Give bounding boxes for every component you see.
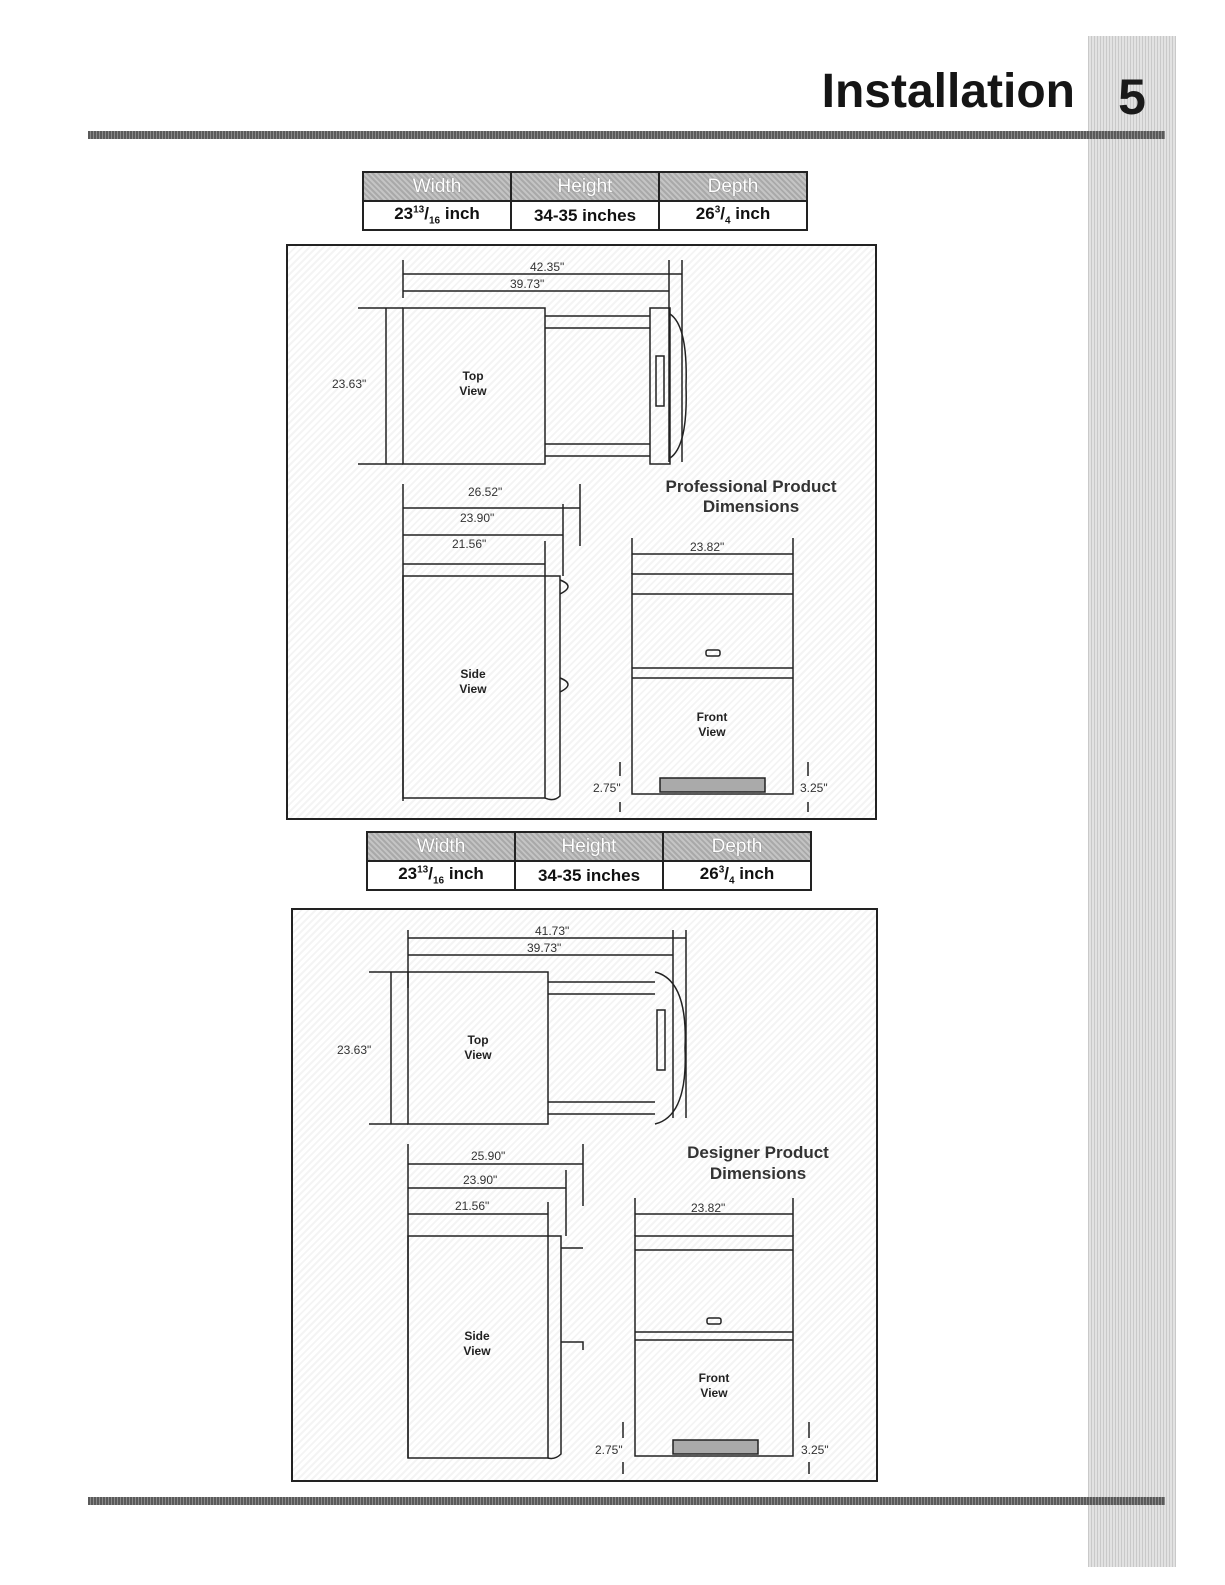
- professional-diagram-drawing: [288, 246, 875, 818]
- top-view-label-1: Top: [467, 1033, 489, 1047]
- chapter-side-tab: [1088, 36, 1176, 1567]
- front-view-left-toe-kick: 2.75": [595, 1443, 623, 1457]
- specs-depth-value: $26^3/_4$ inch: [659, 201, 807, 230]
- specs-table-professional: [362, 171, 808, 231]
- specs-depth-value: $26^3/_4$ inch: [663, 861, 811, 890]
- designer-diagram-drawing: [293, 910, 876, 1480]
- side-view-label-2: View: [459, 682, 487, 696]
- front-view-right-toe-kick: 3.25": [800, 781, 828, 795]
- front-view-label-2: View: [700, 1386, 728, 1400]
- side-view-depth-1: 26.52": [468, 485, 503, 499]
- specs-header-height: Height: [515, 832, 663, 861]
- top-view-body-depth: 39.73": [510, 277, 545, 291]
- side-view-depth-1: 25.90": [471, 1149, 506, 1163]
- diagram-title-line-2: Dimensions: [709, 1164, 807, 1183]
- header-divider: [88, 131, 1165, 139]
- specs-height-value: 34-35 inches: [511, 201, 659, 230]
- front-view-width: 23.82": [691, 1201, 726, 1215]
- specs-header-width: Width: [367, 832, 515, 861]
- footer-divider: [88, 1497, 1165, 1505]
- side-view-label-2: View: [463, 1344, 491, 1358]
- side-view-depth-3: 21.56": [452, 537, 487, 551]
- specs-height-value: 34-35 inches: [515, 861, 663, 890]
- front-view-width: 23.82": [690, 540, 725, 554]
- top-view-overall-depth: 41.73": [535, 924, 570, 938]
- specs-header-depth: Depth: [663, 832, 811, 861]
- specs-width-value: $23^{13}/_{16}$ inch: [363, 201, 511, 230]
- front-view-label-1: Front: [696, 710, 728, 724]
- specs-width-value: $23^{13}/_{16}$ inch: [367, 861, 515, 890]
- front-view-label-2: View: [698, 725, 726, 739]
- chapter-number: 5: [1118, 69, 1146, 125]
- page-title: Installation: [821, 65, 1075, 118]
- top-view-body-depth: 39.73": [527, 941, 562, 955]
- top-view-width: 23.63": [332, 377, 367, 391]
- top-view-label-1: Top: [462, 369, 484, 383]
- professional-dimensions-diagram: [286, 244, 877, 820]
- specs-table-designer: [366, 831, 812, 891]
- diagram-title-line-2: Dimensions: [702, 497, 800, 516]
- top-view-width: 23.63": [337, 1043, 372, 1057]
- designer-dimensions-diagram: [291, 908, 878, 1482]
- side-view-depth-3: 21.56": [455, 1199, 490, 1213]
- specs-header-width: Width: [363, 172, 511, 201]
- diagram-title-line-1: Professional Product: [665, 477, 837, 496]
- specs-header-depth: Depth: [659, 172, 807, 201]
- diagram-title-line-1: Designer Product: [687, 1143, 829, 1162]
- top-view-label-2: View: [464, 1048, 492, 1062]
- front-view-label-1: Front: [698, 1371, 730, 1385]
- front-view-left-toe-kick: 2.75": [593, 781, 621, 795]
- side-view-depth-2: 23.90": [460, 511, 495, 525]
- top-view-label-2: View: [459, 384, 487, 398]
- front-view-right-toe-kick: 3.25": [801, 1443, 829, 1457]
- specs-header-height: Height: [511, 172, 659, 201]
- side-view-label-1: Side: [464, 1329, 490, 1343]
- side-view-depth-2: 23.90": [463, 1173, 498, 1187]
- side-view-label-1: Side: [460, 667, 486, 681]
- top-view-overall-depth: 42.35": [530, 260, 565, 274]
